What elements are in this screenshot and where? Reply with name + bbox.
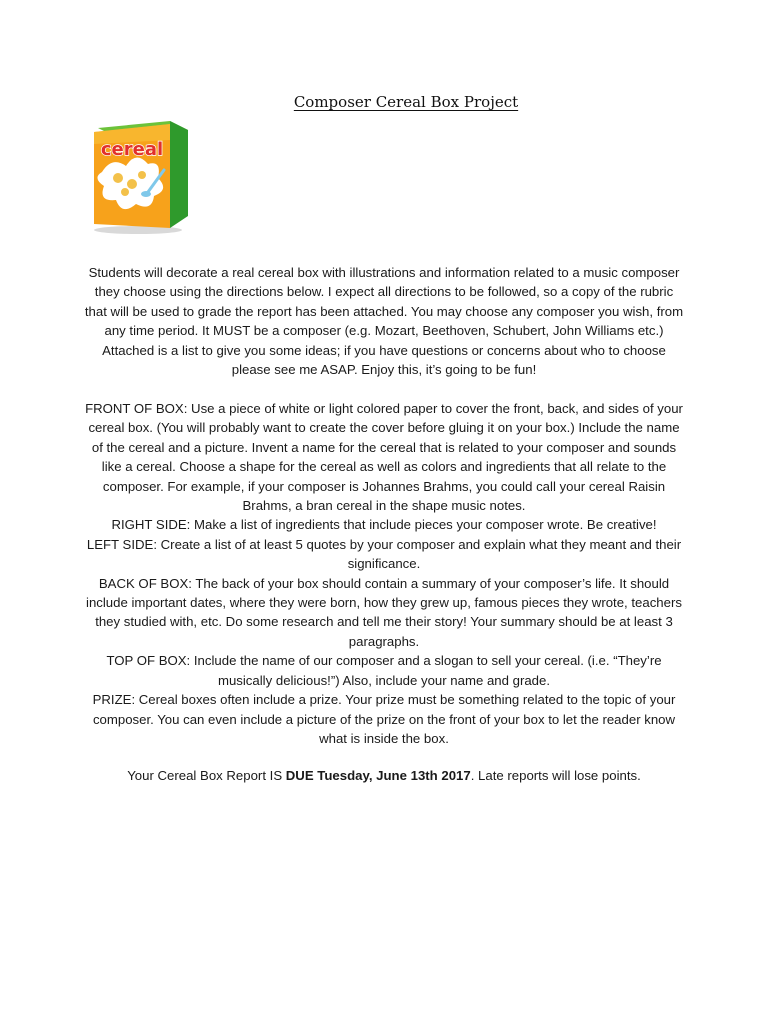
directions-section	[84, 399, 684, 748]
page-title: Composer Cereal Box Project	[293, 93, 519, 111]
intro-text: Students will decorate a real cereal box with illustrations and information related to a music composer they choose using the directions below. I expect all directions to be followed, so a copy of the rubric that will be used to grade the report has been attached. You may choose any composer you wish, from any time period. It MUST be a composer (e.g. Mozart, Beethoven, Schubert, John Williams etc.) Attached is a list to give you some ideas; if you have questions or concerns about who to choose please see me ASAP. Enjoy this, it’s going to be fun!	[84, 265, 684, 378]
due-date-line	[84, 766, 684, 785]
left-side-text: LEFT SIDE: Create a list of at least 5 quotes by your composer and explain what they meant and their significance.	[86, 536, 682, 572]
front-of-box-text: FRONT OF BOX: Use a piece of white or light colored paper to cover the front, back, and sides of your cereal box. (You will probably want to create the cover before gluing it on your box.) Include the name of the cereal and a picture. Invent a name for the cereal that is related to your composer and sounds like a cereal. Choose a shape for the cereal as well as colors and ingredients that all relate to the composer. For example, if your composer is Johannes Brahms, you could call your cereal Raisin Brahms, a bran cereal in the shape music notes.	[85, 401, 683, 514]
intro-paragraph	[84, 263, 684, 379]
prize-text: PRIZE: Cereal boxes often include a prize. Your prize must be something related to the topic of your composer. You can even include a picture of the prize on the front of your box to let the reader know what is inside the box.	[92, 692, 676, 746]
right-side-text: RIGHT SIDE: Make a list of ingredients that include pieces your composer wrote. Be creative!	[111, 517, 657, 533]
top-of-box-text: TOP OF BOX: Include the name of our composer and a slogan to sell your cereal. (i.e. “They’re musically delicious!”) Also, include your name and grade.	[106, 653, 662, 688]
due-date-emphasis: DUE Tuesday, June 13th 2017	[285, 768, 471, 783]
cereal-box-icon	[92, 120, 190, 235]
due-date-text	[84, 766, 684, 785]
due-suffix: . Late reports will lose points.	[470, 768, 641, 783]
logo-lettering: cereal	[100, 139, 164, 160]
back-of-box-text: BACK OF BOX: The back of your box should contain a summary of your composer’s life. It should include important dates, where they were born, how they grew up, famous pieces they wrote, teachers they studied with, etc. Do some research and tell me their story! Your summary should be at least 3 paragraphs.	[86, 575, 682, 649]
due-prefix: Your Cereal Box Report IS	[127, 768, 286, 783]
